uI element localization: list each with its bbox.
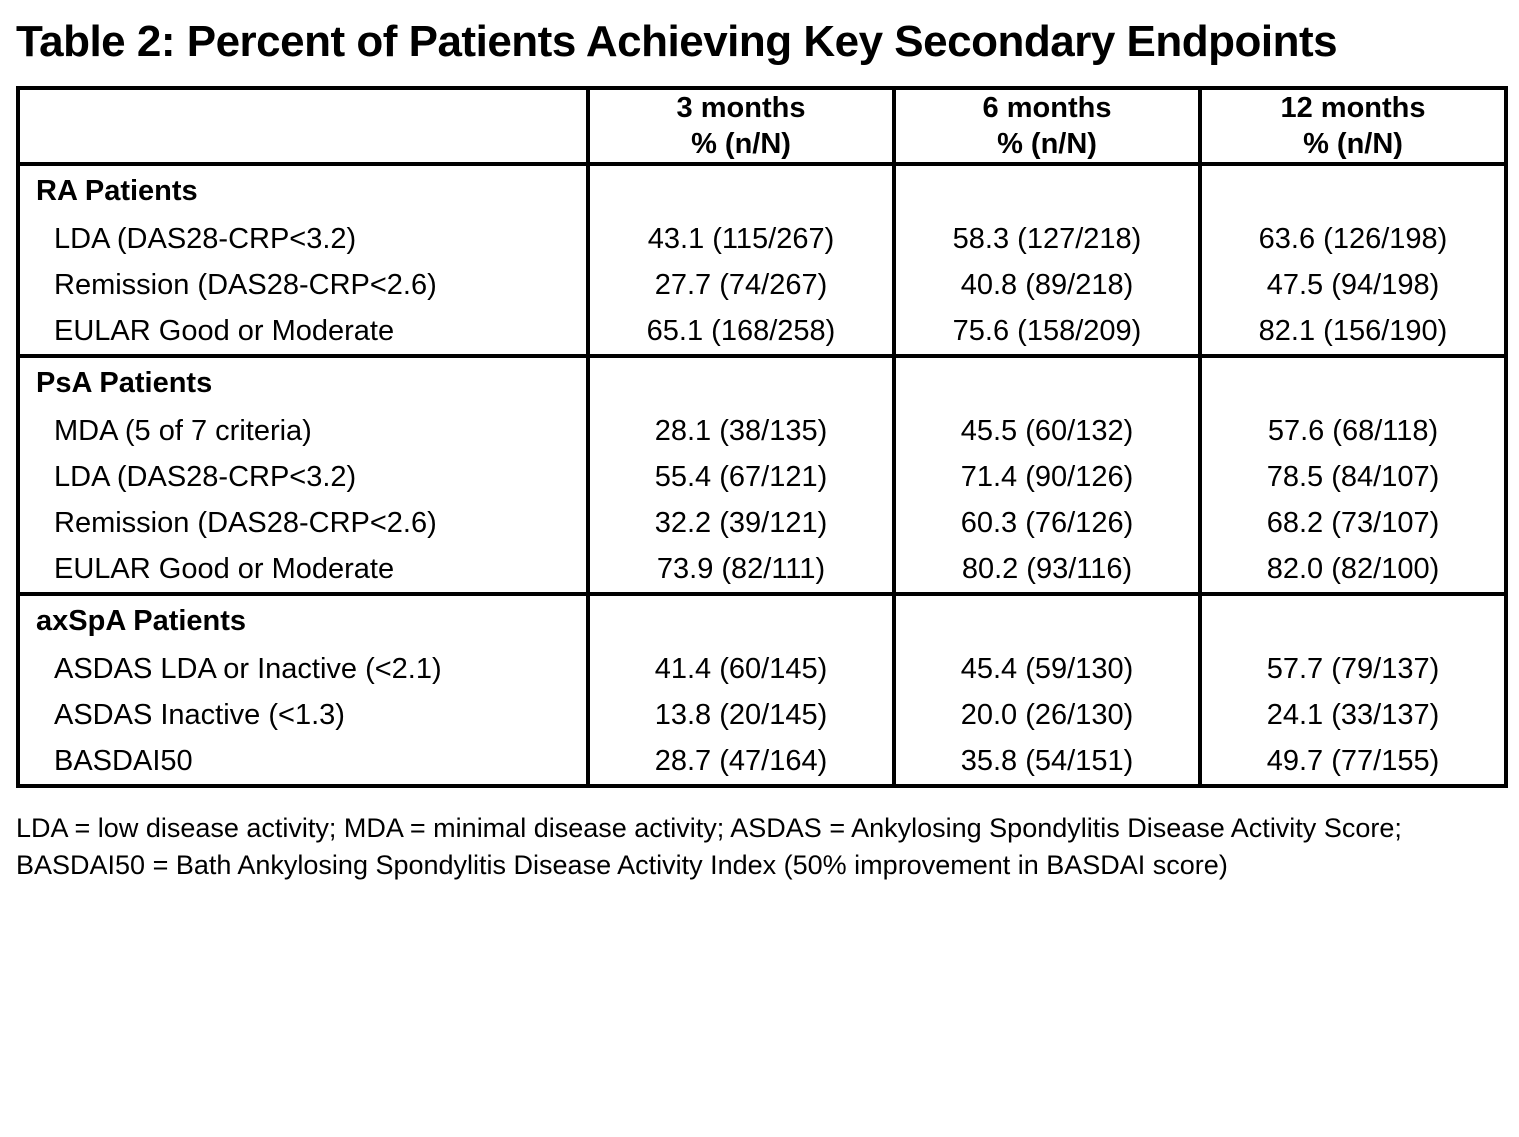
table-row [18,646,1506,692]
table-footnote: LDA = low disease activity; MDA = minimal disease activity; ASDAS = Ankylosing Spondylitis Disease Activity Score; BASDAI50 = Bath Ankylosing Spondylitis Disease Activity Index (50% improvement in BASDAI score) [16,813,1402,880]
row-value-12-months: 57.6 (68/118) [1200,408,1506,454]
group-spacer-cell [894,594,1200,646]
header-col-12-months-line2: % (n/N) [1303,128,1403,161]
table-row [18,546,1506,594]
table-row [18,594,1506,646]
group-spacer-cell [894,356,1200,408]
table-row [18,262,1506,308]
header-col-12-months-line1: 12 months [1280,91,1426,124]
row-label: LDA (DAS28-CRP<3.2) [18,454,588,500]
row-value-3-months: 32.2 (39/121) [588,500,894,546]
group-spacer-cell [1200,594,1506,646]
group-label-axspa: axSpA Patients [18,594,588,646]
page-title: Table 2: Percent of Patients Achieving Key Secondary Endpoints [16,17,1338,66]
row-value-6-months: 45.5 (60/132) [894,408,1200,454]
row-value-12-months: 82.0 (82/100) [1200,546,1506,594]
group-spacer-cell [1200,356,1506,408]
row-value-6-months: 80.2 (93/116) [894,546,1200,594]
header-corner-cell [18,88,588,165]
table-row [18,356,1506,408]
row-label: LDA (DAS28-CRP<3.2) [18,216,588,262]
row-value-12-months: 82.1 (156/190) [1200,308,1506,356]
header-col-12-months [1200,88,1506,165]
row-value-12-months: 49.7 (77/155) [1200,738,1506,786]
row-value-6-months: 45.4 (59/130) [894,646,1200,692]
row-label: EULAR Good or Moderate [18,308,588,356]
row-value-12-months: 24.1 (33/137) [1200,692,1506,738]
group-spacer-cell [588,594,894,646]
row-label: Remission (DAS28-CRP<2.6) [18,262,588,308]
row-value-3-months: 43.1 (115/267) [588,216,894,262]
row-value-6-months: 20.0 (26/130) [894,692,1200,738]
row-label: ASDAS LDA or Inactive (<2.1) [18,646,588,692]
row-value-6-months: 40.8 (89/218) [894,262,1200,308]
row-value-3-months: 65.1 (168/258) [588,308,894,356]
row-value-3-months: 28.7 (47/164) [588,738,894,786]
row-value-3-months: 55.4 (67/121) [588,454,894,500]
header-row [18,88,1506,165]
table-body [18,164,1506,786]
group-spacer-cell [1200,164,1506,216]
row-label: ASDAS Inactive (<1.3) [18,692,588,738]
group-spacer-cell [588,356,894,408]
header-col-6-months [894,88,1200,165]
header-col-6-months-line2: % (n/N) [997,128,1097,161]
group-label-ra: RA Patients [18,164,588,216]
table-row [18,408,1506,454]
row-value-3-months: 41.4 (60/145) [588,646,894,692]
header-col-3-months-line1: 3 months [676,91,806,124]
header-col-3-months [588,88,894,165]
row-value-6-months: 58.3 (127/218) [894,216,1200,262]
row-label: EULAR Good or Moderate [18,546,588,594]
row-value-6-months: 60.3 (76/126) [894,500,1200,546]
table-row [18,500,1506,546]
table-row [18,164,1506,216]
row-value-12-months: 63.6 (126/198) [1200,216,1506,262]
row-value-12-months: 78.5 (84/107) [1200,454,1506,500]
row-value-12-months: 47.5 (94/198) [1200,262,1506,308]
row-value-3-months: 28.1 (38/135) [588,408,894,454]
group-spacer-cell [588,164,894,216]
row-value-3-months: 13.8 (20/145) [588,692,894,738]
secondary-endpoints-table [16,86,1508,789]
table-header [18,88,1506,165]
row-label: MDA (5 of 7 criteria) [18,408,588,454]
row-value-3-months: 27.7 (74/267) [588,262,894,308]
row-label: Remission (DAS28-CRP<2.6) [18,500,588,546]
row-label: BASDAI50 [18,738,588,786]
table-row [18,454,1506,500]
table-row [18,738,1506,786]
group-label-psa: PsA Patients [18,356,588,408]
table-row [18,216,1506,262]
table-row [18,308,1506,356]
row-value-3-months: 73.9 (82/111) [588,546,894,594]
row-value-6-months: 35.8 (54/151) [894,738,1200,786]
table-row [18,692,1506,738]
row-value-6-months: 71.4 (90/126) [894,454,1200,500]
header-col-3-months-line2: % (n/N) [691,128,791,161]
row-value-6-months: 75.6 (158/209) [894,308,1200,356]
header-col-6-months-line1: 6 months [982,91,1112,124]
row-value-12-months: 68.2 (73/107) [1200,500,1506,546]
row-value-12-months: 57.7 (79/137) [1200,646,1506,692]
group-spacer-cell [894,164,1200,216]
